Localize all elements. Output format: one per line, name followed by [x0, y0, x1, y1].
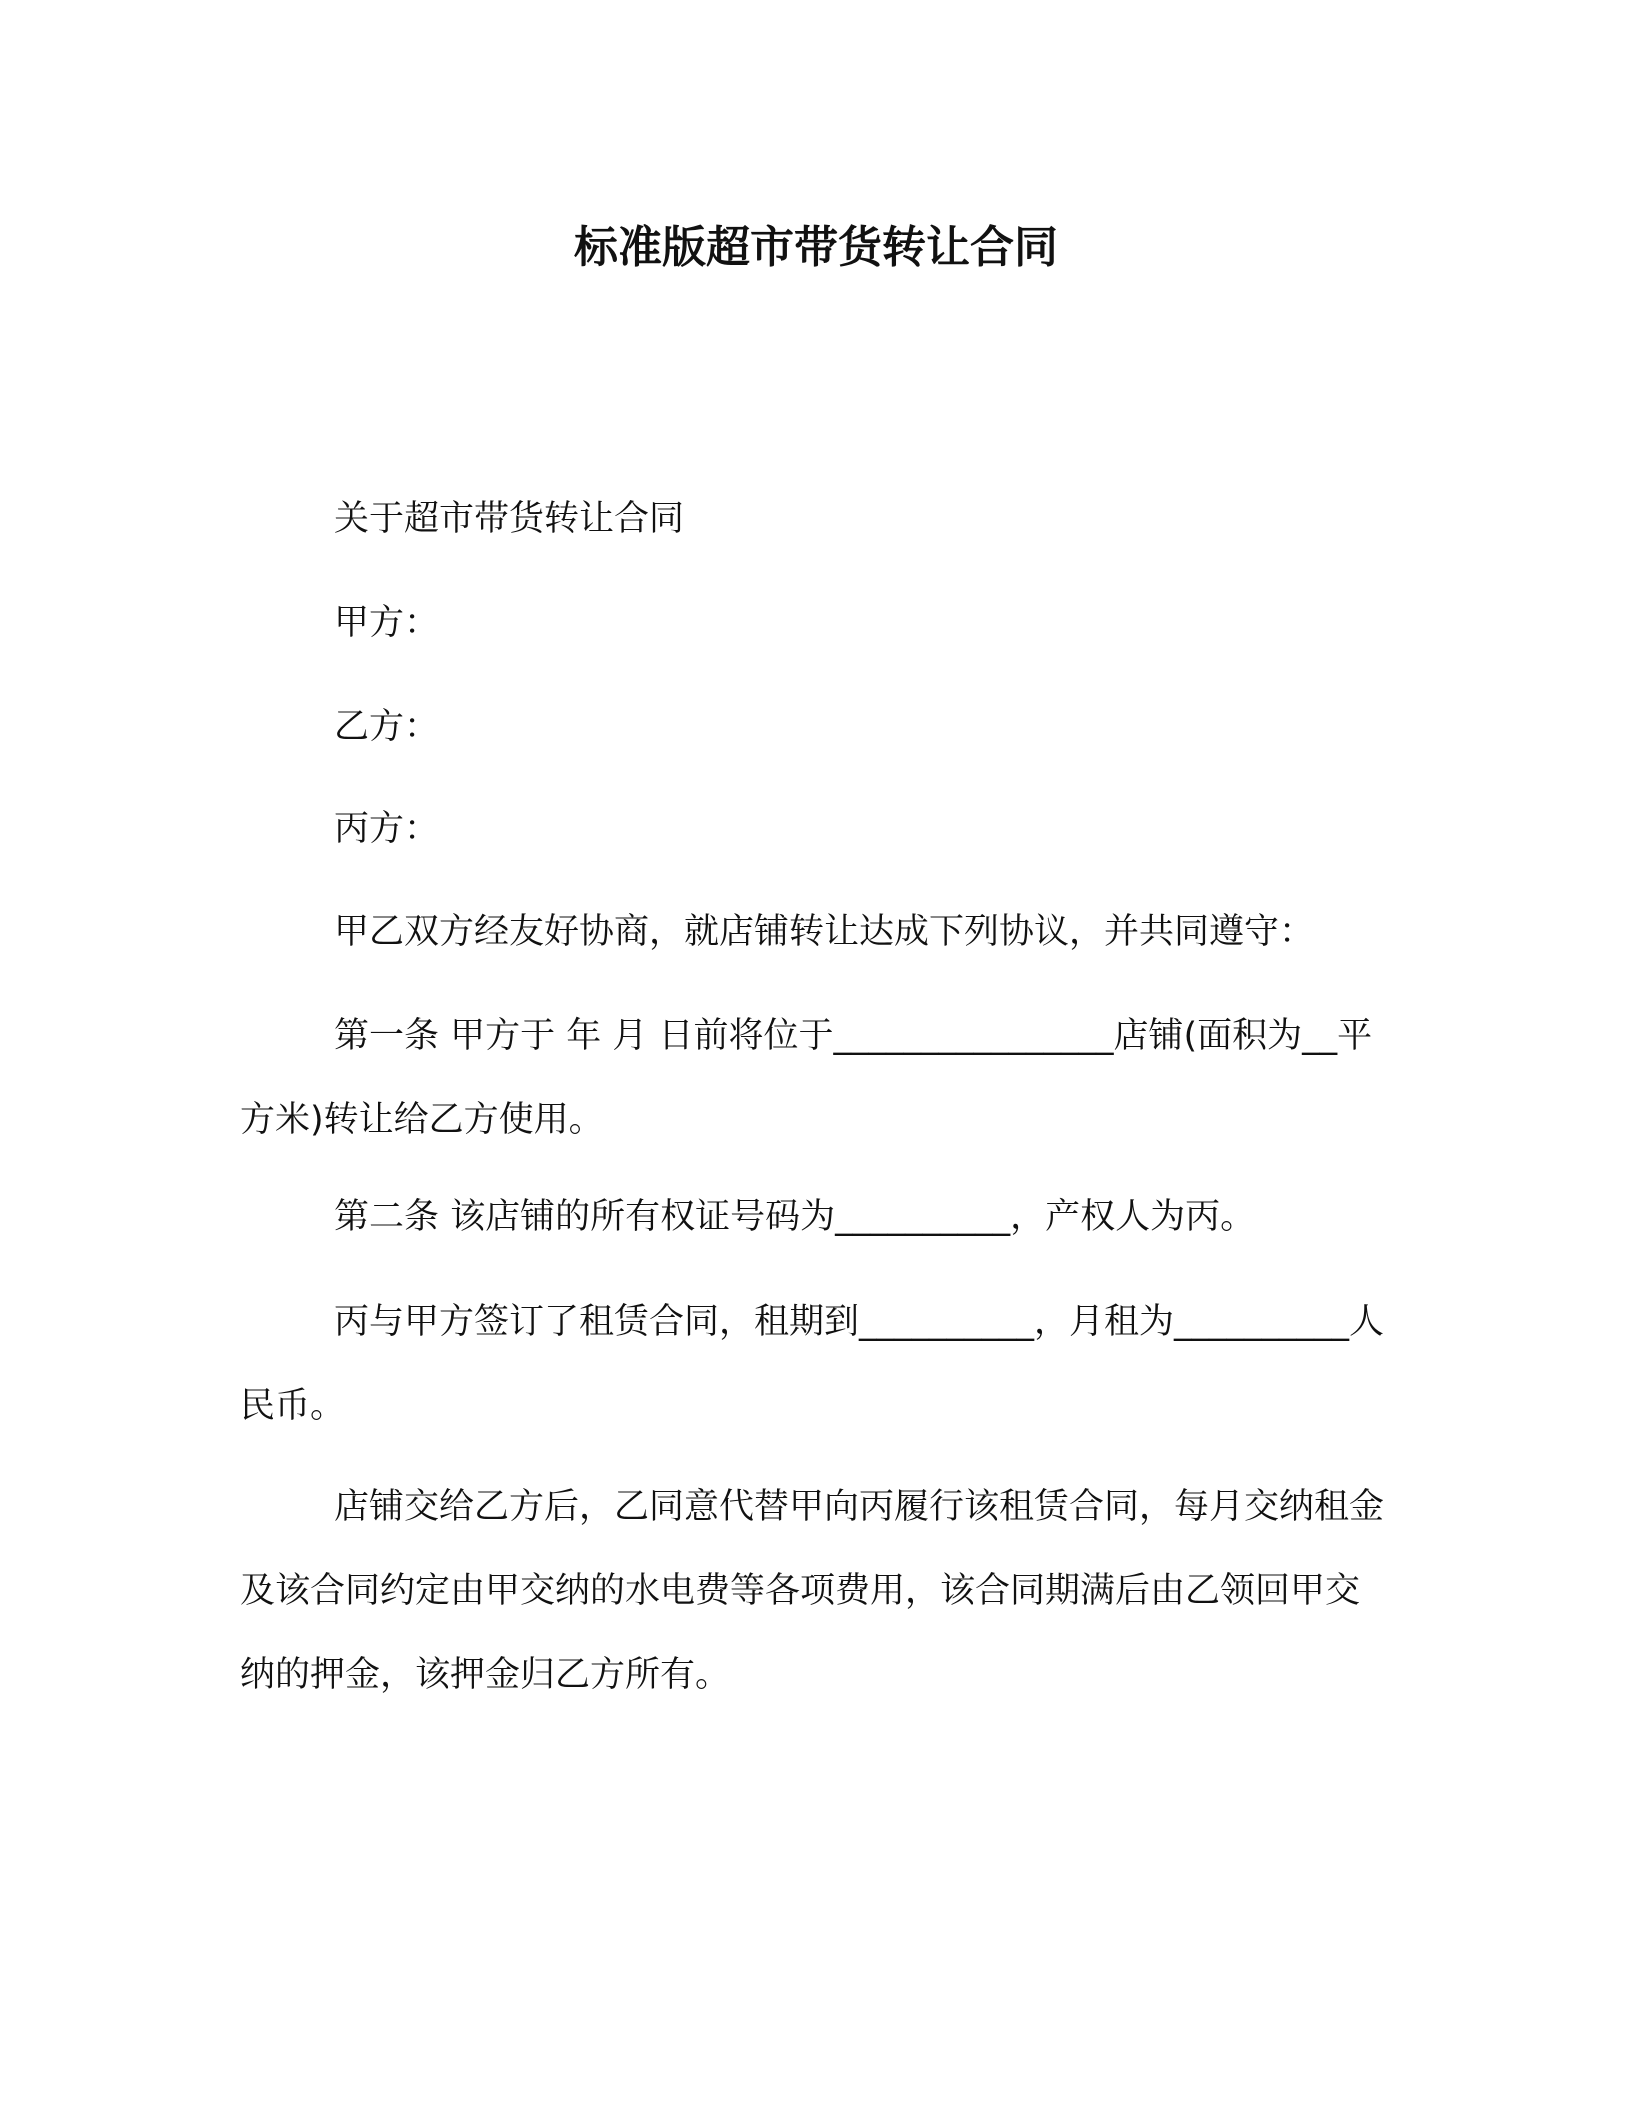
document-title: 标准版超市带货转让合同 [574, 222, 1058, 273]
paragraph-party-b: 乙方： [334, 707, 440, 747]
paragraph-party-a: 甲方： [334, 603, 440, 643]
paragraph-handover: 店铺交给乙方后，乙同意代替甲向丙履行该租赁合同，每月交纳租金及该合同约定由甲交纳的水电费等各项费用，该合同期满后由乙领回甲交纳的押金，该押金归乙方所有。 [240, 1487, 1385, 1695]
paragraph-subject: 关于超市带货转让合同 [334, 499, 685, 539]
paragraph-preamble: 甲乙双方经友好协商，就店铺转让达成下列协议，并共同遵守： [334, 912, 1315, 952]
paragraph-party-c: 丙方： [334, 809, 440, 849]
paragraph-article-1: 第一条 甲方于 年 月 日前将位于________________店铺(面积为__平方米)转让给乙方使用。 [240, 1016, 1373, 1140]
paragraph-article-2: 第二条 该店铺的所有权证号码为__________，产权人为丙。 [334, 1197, 1256, 1237]
paragraph-lease: 丙与甲方签订了租赁合同，租期到__________，月租为__________人民币。 [240, 1302, 1385, 1426]
